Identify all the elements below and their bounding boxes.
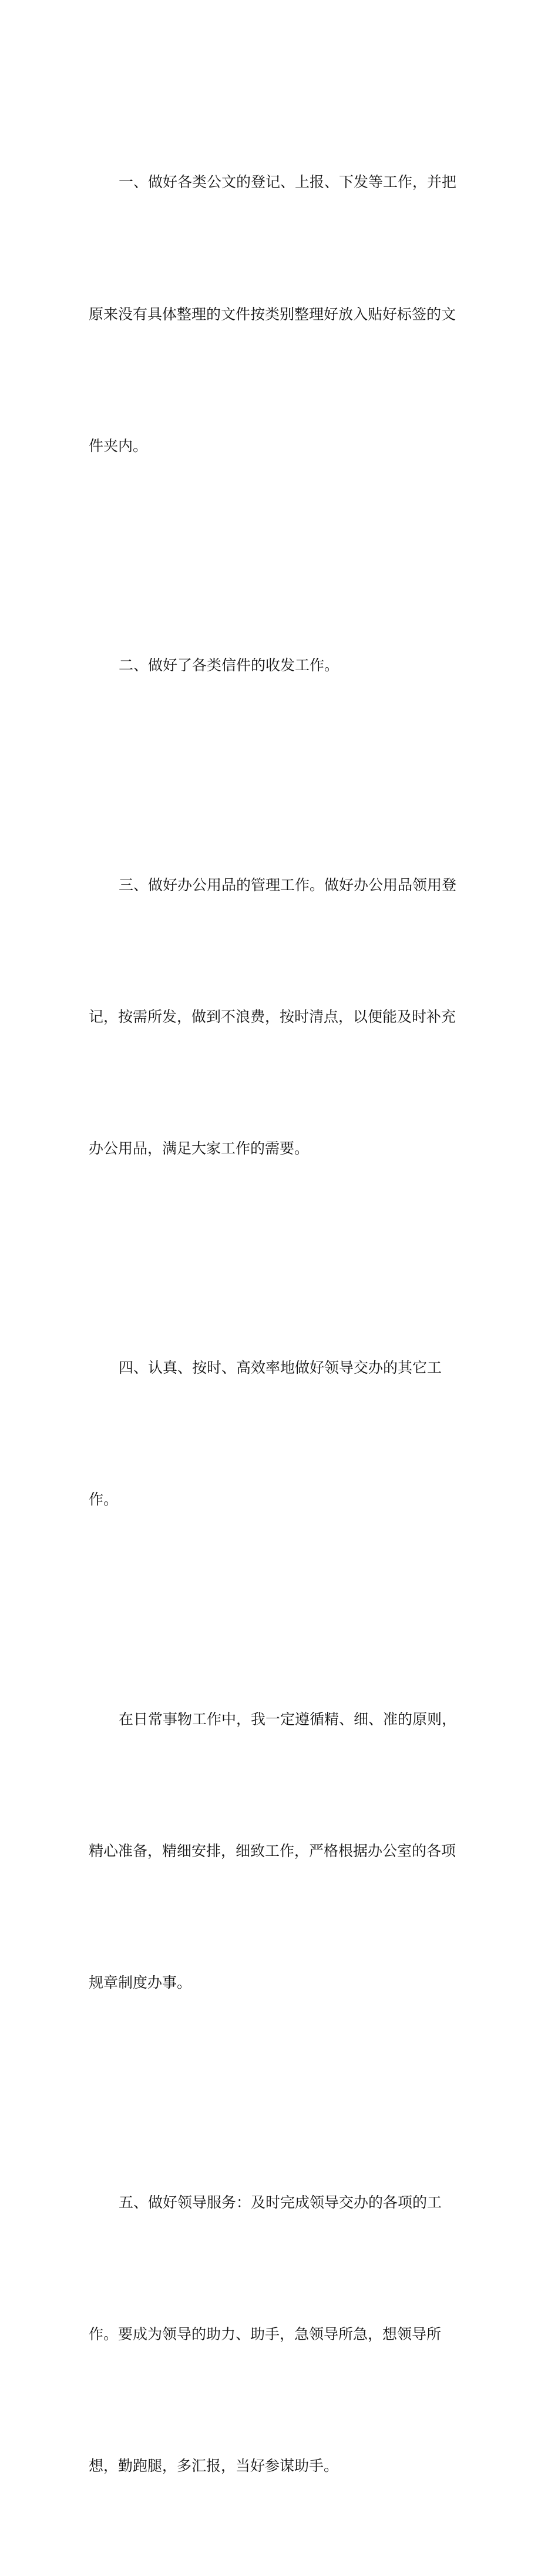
- text-line: 件夹内。: [89, 437, 148, 454]
- paragraph-daily-work: [89, 1610, 470, 2093]
- text-line: 规章制度办事。: [89, 1974, 192, 1992]
- text-line: 想，勤跑腿，多汇报，当好参谋助手。: [89, 2457, 339, 2474]
- paragraph-item-5: [89, 2093, 470, 2576]
- text-line: 办公用品，满足大家工作的需要。: [89, 1139, 310, 1157]
- text-line: 作。: [89, 1491, 119, 1508]
- text-line: 三、做好办公用品的管理工作。做好办公用品领用登: [119, 876, 457, 894]
- paragraph-item-2: [89, 556, 470, 776]
- text-line: 四、认真、按时、高效率地做好领导交办的其它工: [119, 1359, 442, 1377]
- text-line: 二、做好了各类信件的收发工作。: [119, 657, 339, 674]
- text-line: 作。要成为领导的助力、助手，急领导所急，想领导所: [89, 2325, 442, 2343]
- paragraph-item-1: [89, 73, 470, 556]
- document-body: [89, 73, 470, 2576]
- text-line: 精心准备，精细安排，细致工作，严格根据办公室的各项: [89, 1842, 456, 1859]
- paragraph-item-3: [89, 775, 470, 1259]
- paragraph-item-4: [89, 1259, 470, 1610]
- text-line: 一、做好各类公文的登记、上报、下发等工作，并把: [119, 173, 457, 191]
- text-line: 记，按需所发，做到不浪费，按时清点，以便能及时补充: [89, 1008, 456, 1025]
- text-line: 原来没有具体整理的文件按类别整理好放入贴好标签的文: [89, 305, 456, 323]
- text-line: 在日常事物工作中，我一定遵循精、细、准的原则，: [119, 1710, 457, 1728]
- text-line: 五、做好领导服务：及时完成领导交办的各项的工: [119, 2193, 442, 2211]
